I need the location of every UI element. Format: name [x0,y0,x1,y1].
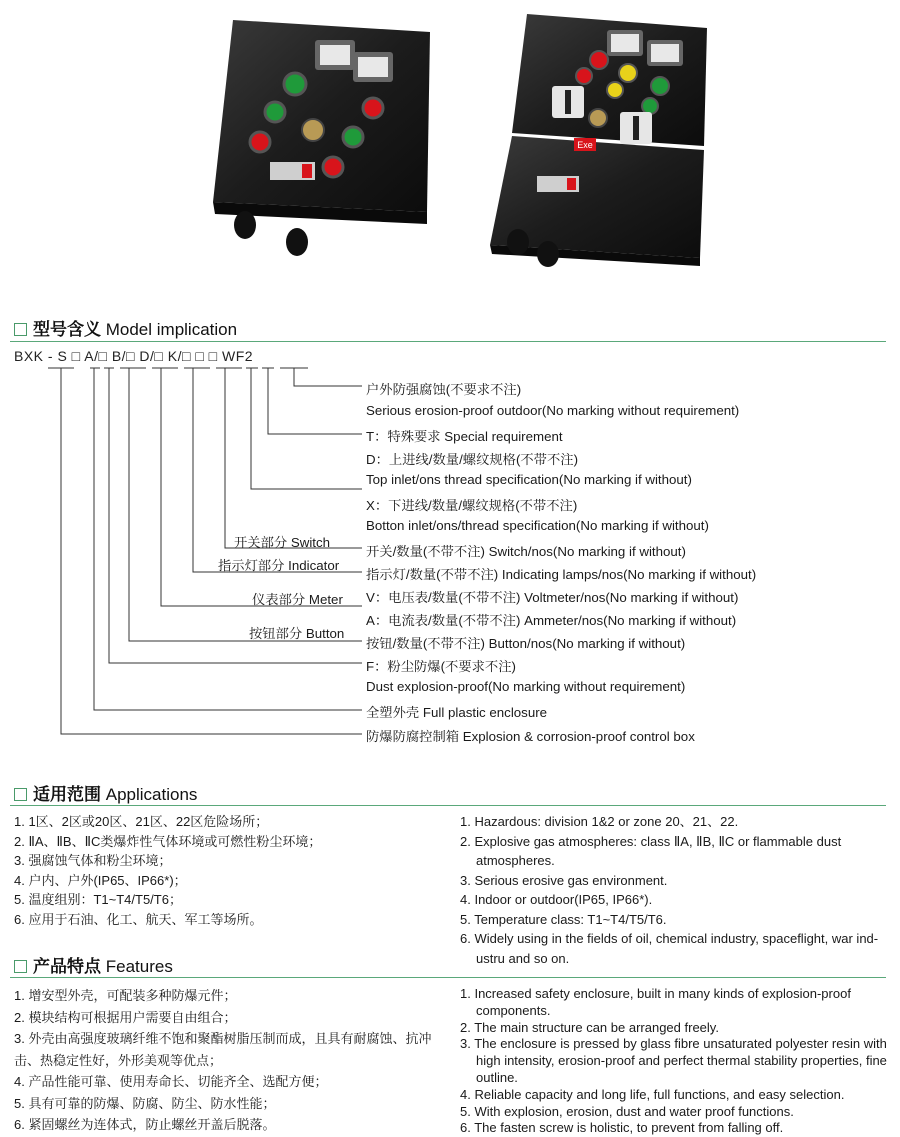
list-item: 3. 外壳由高强度玻璃纤维不饱和聚酯树脂压制而成，且具有耐腐蚀、抗冲击、热稳定性好，外形美观等优点； [14,1031,432,1068]
list-item: 2. The main structure can be arranged freely. [460,1019,719,1035]
list-item: 5. 温度组别：T1~T4/T5/T6； [14,892,182,907]
list-item: 1. 增安型外壳，可配装多种防爆元件； [14,988,237,1003]
list-item: 2. 模块结构可根据用户需要自由组合； [14,1009,237,1025]
list-item: 6. 应用于石油、化工、航天、军工等场所。 [14,911,263,927]
part-label-switch: 开关部分 Switch [234,535,331,550]
model-desc-wf2-en: Serious erosion-proof outdoor(No marking without requirement) [366,403,740,418]
section-title-features: 产品特点 Features [14,952,173,977]
model-desc-wf2-cn: 户外防强腐蚀(不要求不注) [366,382,522,397]
divider [10,977,886,978]
divider [10,805,886,806]
model-desc-bxk: 防爆防腐控制箱 Explosion & corrosion-proof control box [366,729,695,744]
list-item: 2. ⅡA、ⅡB、ⅡC类爆炸性气体环境或可燃性粉尘环境； [14,833,322,849]
model-desc-d-en: Top inlet/ons thread specification(No marking if without) [366,472,692,487]
list-item: 3. The enclosure is pressed by glass fibre unsaturated polyester resin with high intensity, erosion-proof and perfect thermal stability properties, fine outline. [460,1036,887,1085]
list-item: 5. 具有可靠的防爆、防腐、防尘、防水性能； [14,1095,276,1111]
model-desc-switch: 开关/数量(不带不注) Switch/nos(No marking if without) [366,544,686,559]
model-desc-ammeter: A：电流表/数量(不带不注) Ammeter/nos(No marking if without) [366,613,737,628]
list-item: 6. The fasten screw is holistic, to prevent from falling off. [460,1120,784,1136]
model-desc-f-cn: F：粉尘防爆(不要求不注) [366,659,516,674]
list-item: 2. Explosive gas atmospheres: class ⅡA, ⅡB, ⅡC or flammable dust atmospheres. [460,833,842,868]
list-item: 3. 强腐蚀气体和粉尘环境； [14,853,172,868]
model-desc-indicator: 指示灯/数量(不带不注) Indicating lamps/nos(No marking if without) [366,567,757,582]
section-title-model: 型号含义 Model implication [14,315,237,340]
list-item: 1. Increased safety enclosure, built in many kinds of explosion-proof components. [460,986,851,1018]
list-item: 6. Widely using in the fields of oil, chemical industry, spaceflight, war ind-ustru and so on. [460,931,879,966]
applications-list-en [460,812,890,968]
list-item: 3. Serious erosive gas environment. [460,872,668,888]
list-item: 4. 户内、户外(IP65、IP66*)； [14,872,187,888]
features-list-cn [14,985,444,1136]
model-desc-s: 全塑外壳 Full plastic enclosure [366,705,548,720]
model-desc-f-en: Dust explosion-proof(No marking without requirement) [366,679,686,694]
list-item: 6. 紧固螺丝为连体式，防止螺丝开盖后脱落。 [14,1117,276,1132]
part-label-indicator: 指示灯部分 Indicator [218,558,340,573]
section-bullet-icon [14,960,27,973]
applications-list-cn [14,812,444,929]
model-desc-voltmeter: V：电压表/数量(不带不注) Voltmeter/nos(No marking if without) [366,590,739,605]
model-desc-x-cn: X：下进线/数量/螺纹规格(不带不注) [366,498,578,513]
section-title-applications: 适用范围 Applications [14,780,197,805]
model-desc-d-cn: D：上进线/数量/螺纹规格(不带不注) [366,452,579,467]
list-item: 5. With explosion, erosion, dust and water proof functions. [460,1103,794,1119]
part-label-meter: 仪表部分 Meter [252,592,343,607]
model-desc-t: T：特殊要求 Special requirement [366,429,563,444]
list-item: 4. 产品性能可靠、使用寿命长、切能齐全、选配方便； [14,1074,328,1089]
exe-label: Exe [577,140,593,150]
list-item: 4. Indoor or outdoor(IP65, IP66*). [460,892,653,907]
list-item: 5. Temperature class: T1~T4/T5/T6. [460,911,667,927]
features-list-en [460,986,888,1137]
part-label-button: 按钮部分 Button [249,626,345,641]
list-item: 4. Reliable capacity and long life, full functions, and easy selection. [460,1086,845,1102]
model-desc-x-en: Botton inlet/ons/thread specification(No marking if without) [366,518,709,533]
list-item: 1. Hazardous: division 1&2 or zone 20、21、22. [460,814,739,829]
list-item: 1. 1区、2区或20区、21区、22区危险场所； [14,814,269,829]
model-desc-button: 按钮/数量(不带不注) Button/nos(No marking if without) [366,636,686,651]
model-code: BXK - S □ A/□ B/□ D/□ K/□ □ □ WF2 [14,348,254,364]
section-bullet-icon [14,788,27,801]
